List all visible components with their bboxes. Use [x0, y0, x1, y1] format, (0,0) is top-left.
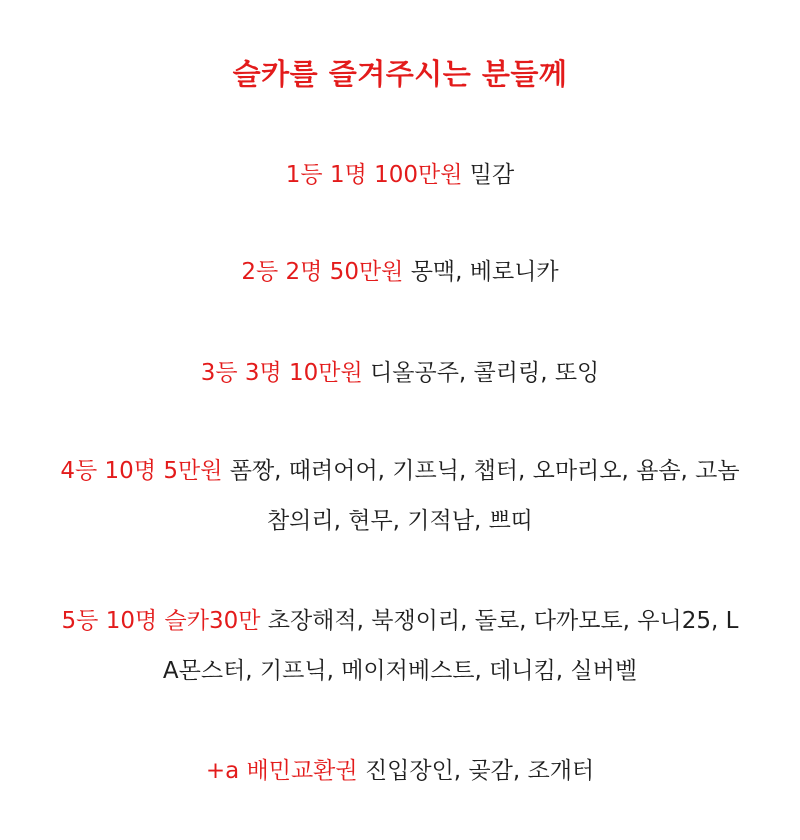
bonus-rank: +a 배민교환권: [205, 758, 358, 784]
prize-2-winners: 몽맥, 베로니카: [410, 259, 559, 285]
prize-1-line: [20, 160, 780, 190]
prize-5-winners-line-1: 초장해적, 북쟁이리, 돌로, 다까모토, 우니25, L: [267, 608, 739, 634]
prize-4-line: [20, 456, 780, 486]
prize-5-rank: 5등 10명 슬카30만: [61, 608, 261, 634]
prize-4-winners-line-2: 참의리, 현무, 기적남, 쁘띠: [266, 508, 534, 534]
prize-3-winners: 디올공주, 콜리링, 또잉: [370, 360, 600, 386]
prize-4-winners-line-1: 폼짱, 때려어어, 기프닉, 챕터, 오마리오, 욤솜, 고놈: [229, 458, 740, 484]
page-title: 슬카를 즐겨주시는 분들께: [232, 57, 568, 91]
prize-5-line: [20, 606, 780, 636]
prize-1-winners: 밀감: [469, 162, 515, 188]
prize-5-winners-line-2: A몬스터, 기프닉, 메이저베스트, 데니킴, 실버벨: [162, 658, 638, 684]
prize-3-line: [20, 358, 780, 388]
prize-3-rank: 3등 3명 10만원: [200, 360, 363, 386]
prize-4-rank: 4등 10명 5만원: [60, 458, 223, 484]
prize-2-line: [20, 257, 780, 287]
bonus-line: [20, 756, 780, 786]
bonus-winners: 진입장인, 곶감, 조개터: [364, 758, 595, 784]
prize-2-rank: 2등 2명 50만원: [241, 259, 404, 285]
prize-1-rank: 1등 1명 100만원: [285, 162, 463, 188]
